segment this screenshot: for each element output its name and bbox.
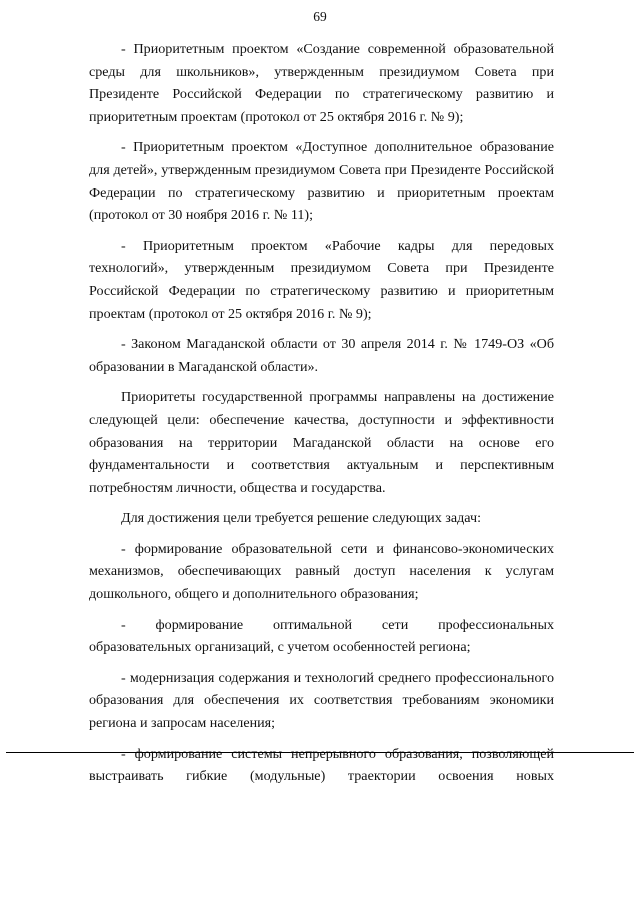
page-number: 69 <box>313 9 327 24</box>
paragraph-task-education-network: - формирование образовательной сети и финансово-экономических механизмов, обеспечивающих равный доступ населения к услугам дошкольного, общего и дополнительного образования; <box>89 540 554 603</box>
paragraph-program-priorities: Приоритеты государственной программы направлены на достижение следующей цели: обеспечение качества, доступности и эффективности образования на территории Магаданской области на основе его фундаментальности и соответствия актуальным и перспективным потребностям личности, общества и государства. <box>89 389 554 496</box>
paragraph-priority-project-school-environment: - Приоритетным проектом «Создание современной образовательной среды для школьников», утвержденным президиумом Совета при Президенте Российской Федерации по стратегическому развитию и приоритетным проектам (протокол от 25 октября 2016 г. № 9); <box>89 41 554 125</box>
page-bottom-rule <box>6 752 634 753</box>
document-body <box>89 38 554 796</box>
paragraph-priority-project-additional-education: - Приоритетным проектом «Доступное дополнительное образование для детей», утвержденным президиумом Совета при Президенте Российской Федерации по стратегическому развитию и приоритетным проектам (протокол от 30 ноября 2016 г. № 11); <box>89 139 554 224</box>
paragraph-task-modernization: - модернизация содержания и технологий среднего профессионального образования для обеспечения их соответствия требованиям экономики региона и запросам населения; <box>89 669 554 732</box>
paragraph-magadan-education-law: - Законом Магаданской области от 30 апреля 2014 г. № 1749-ОЗ «Об образовании в Магаданской области». <box>89 336 554 375</box>
paragraph-tasks-intro: Для достижения цели требуется решение следующих задач: <box>121 510 481 527</box>
paragraph-priority-project-workforce: - Приоритетным проектом «Рабочие кадры для передовых технологий», утвержденным президиумом Совета при Президенте Российской Федерации по стратегическому развитию и приоритетным проектам (протокол от 25 октября 2016 г. № 9); <box>89 237 554 322</box>
paragraph-task-continuous-education: - формирование системы непрерывного образования, позволяющей выстраивать гибкие (модульные) траектории освоения новых <box>89 745 554 785</box>
paragraph-task-vocational-network: - формирование оптимальной сети профессиональных образовательных организаций, с учетом особенностей региона; <box>89 616 554 656</box>
